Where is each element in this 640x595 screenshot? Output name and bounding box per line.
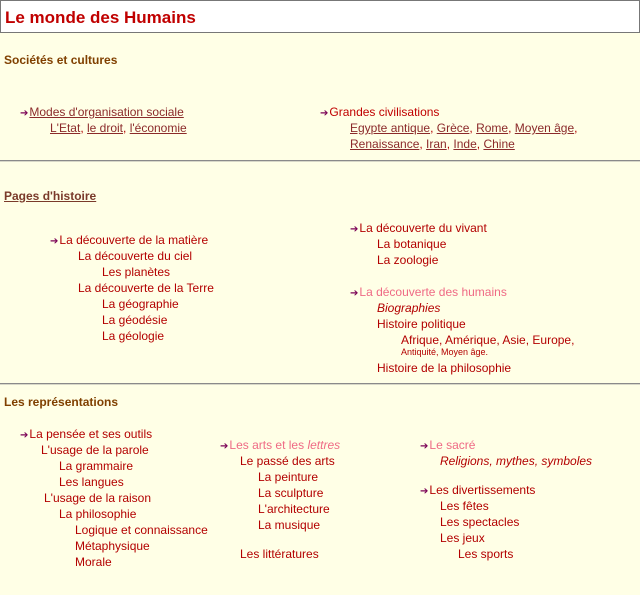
item-histoire-philosophie[interactable]: Histoire de la philosophie	[377, 361, 512, 375]
item-philosophie[interactable]: La philosophie	[59, 507, 137, 521]
label-lettres: lettres	[307, 438, 341, 452]
arrow-bullet-icon: ➔	[20, 430, 29, 441]
sublinks-civilisations-2: Renaissance, Iran, Inde, Chine	[350, 137, 515, 151]
divider	[0, 383, 640, 385]
title-bar	[0, 0, 640, 33]
link-modes-organisation[interactable]: Modes d'organisation sociale	[29, 105, 184, 119]
item-litteratures[interactable]: Les littératures	[240, 547, 319, 561]
link-renaissance[interactable]: Renaissance	[350, 137, 420, 151]
item-histoire-politique[interactable]: Histoire politique	[377, 317, 466, 331]
section-heading-societes: Sociétés et cultures	[4, 53, 118, 67]
section-link-histoire[interactable]: Pages d'histoire	[4, 189, 97, 203]
item-religions[interactable]: Religions, mythes, symboles	[440, 454, 593, 468]
label-matiere: La découverte de la matière	[59, 233, 209, 247]
item-metaphysique[interactable]: Métaphysique	[75, 539, 150, 553]
sublinks-civilisations-1: Egypte antique, Grèce, Rome, Moyen âge,	[350, 121, 578, 135]
item-geologie[interactable]: La géologie	[102, 329, 165, 343]
label-pensee: La pensée et ses outils	[29, 427, 153, 441]
item-passe-arts[interactable]: Le passé des arts	[240, 454, 335, 468]
item-ciel[interactable]: La découverte du ciel	[78, 249, 193, 263]
arrow-bullet-icon: ➔	[350, 224, 359, 235]
link-rome[interactable]: Rome	[476, 121, 509, 135]
link-egypte[interactable]: Egypte antique	[350, 121, 431, 135]
link-inde[interactable]: Inde	[453, 137, 477, 151]
arrow-bullet-icon: ➔	[350, 288, 359, 299]
label-sacre: Le sacré	[429, 438, 476, 452]
item-architecture[interactable]: L'architecture	[258, 502, 330, 516]
label-grandes-civilisations: Grandes civilisations	[329, 105, 440, 119]
item-langues[interactable]: Les langues	[59, 475, 124, 489]
section-heading-representations: Les représentations	[4, 395, 119, 409]
arrow-bullet-icon: ➔	[50, 236, 59, 247]
link-economie[interactable]: l'économie	[129, 121, 187, 135]
arrow-bullet-icon: ➔	[420, 441, 429, 452]
label-divertissements: Les divertissements	[429, 483, 536, 497]
item-jeux[interactable]: Les jeux	[440, 531, 485, 545]
item-botanique[interactable]: La botanique	[377, 237, 447, 251]
divider	[0, 160, 640, 162]
item-planetes[interactable]: Les planètes	[102, 265, 171, 279]
label-et-les: et les	[272, 438, 308, 452]
item-sculpture[interactable]: La sculpture	[258, 486, 324, 500]
link-etat[interactable]: L'Etat	[50, 121, 81, 135]
item-continents[interactable]: Afrique, Amérique, Asie, Europe,	[401, 333, 575, 347]
item-grammaire[interactable]: La grammaire	[59, 459, 134, 473]
item-geographie[interactable]: La géographie	[102, 297, 179, 311]
item-biographies[interactable]: Biographies	[377, 301, 441, 315]
arrow-bullet-icon: ➔	[220, 441, 229, 452]
item-spectacles[interactable]: Les spectacles	[440, 515, 520, 529]
label-vivant: La découverte du vivant	[359, 221, 487, 235]
sublinks-modes: L'Etat, le droit, l'économie	[50, 121, 187, 135]
item-morale[interactable]: Morale	[75, 555, 112, 569]
label-humains-current: La découverte des humains	[359, 285, 507, 299]
link-grece[interactable]: Grèce	[436, 121, 470, 135]
item-epoques[interactable]: Antiquité, Moyen âge.	[401, 347, 489, 357]
arrow-bullet-icon: ➔	[420, 486, 429, 497]
link-droit[interactable]: le droit	[86, 121, 124, 135]
item-peinture[interactable]: La peinture	[258, 470, 319, 484]
arrow-bullet-icon: ➔	[320, 108, 329, 119]
item-raison[interactable]: L'usage de la raison	[44, 491, 152, 505]
link-iran[interactable]: Iran	[426, 137, 447, 151]
item-sports[interactable]: Les sports	[458, 547, 514, 561]
item-fetes[interactable]: Les fêtes	[440, 499, 489, 513]
item-musique[interactable]: La musique	[258, 518, 321, 532]
link-moyen-age[interactable]: Moyen âge	[514, 121, 575, 135]
item-terre[interactable]: La découverte de la Terre	[78, 281, 214, 295]
page-title: Le monde des Humains	[5, 8, 196, 27]
label-arts: Les arts	[229, 438, 273, 452]
arrow-bullet-icon: ➔	[20, 108, 29, 119]
item-zoologie[interactable]: La zoologie	[377, 253, 439, 267]
link-chine[interactable]: Chine	[483, 137, 515, 151]
item-parole[interactable]: L'usage de la parole	[41, 443, 149, 457]
item-logique[interactable]: Logique et connaissance	[75, 523, 208, 537]
item-geodesie[interactable]: La géodésie	[102, 313, 168, 327]
